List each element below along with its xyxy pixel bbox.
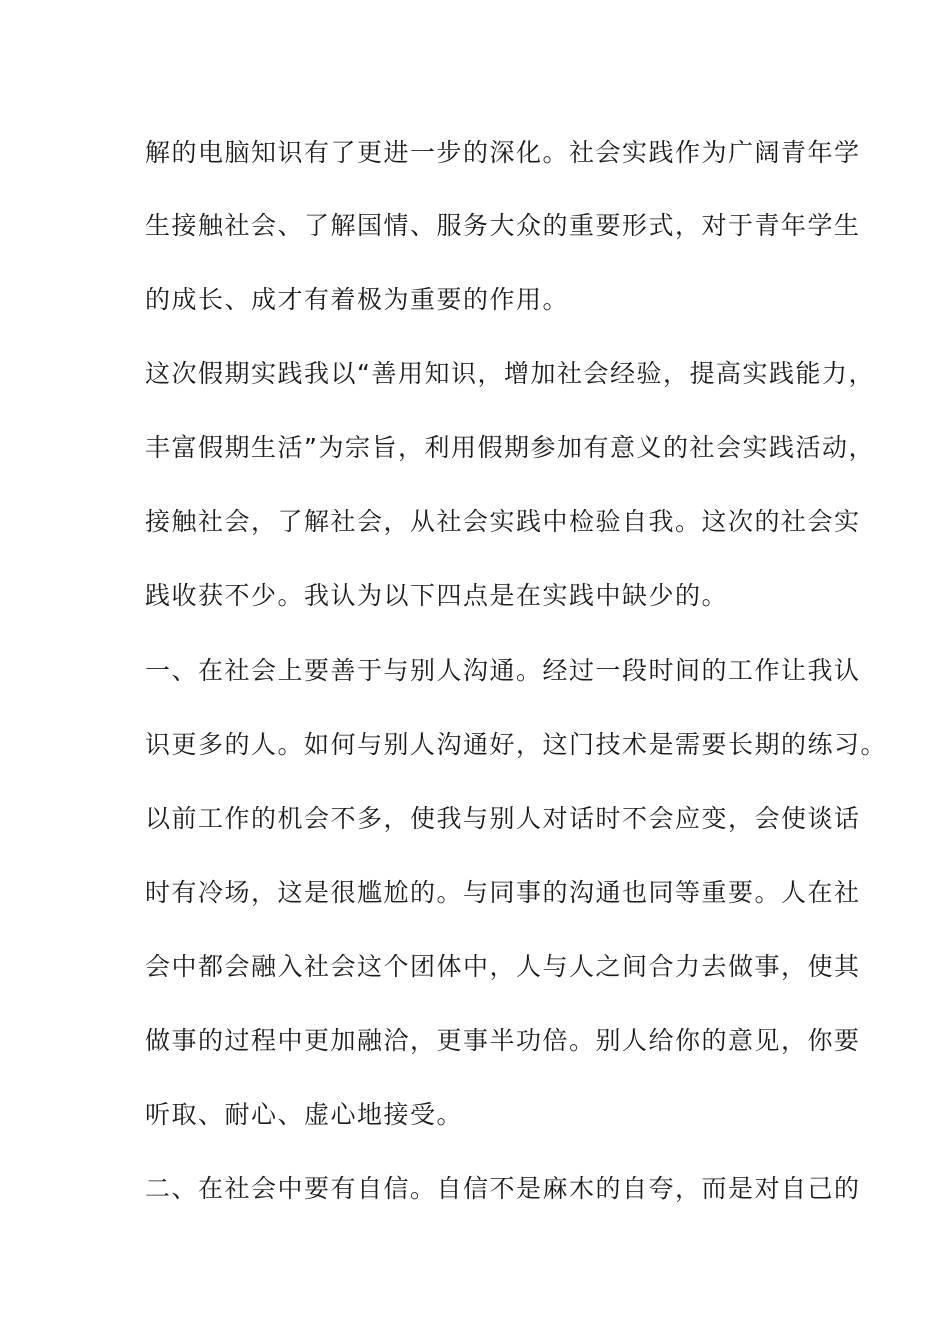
text-line: 的成长、成才有着极为重要的作用。	[145, 285, 570, 314]
text-line: 时有冷场，这是很尴尬的。与同事的沟通也同等重要。人在社	[145, 878, 861, 907]
text-line: 生接触社会、了解国情、服务大众的重要形式，对于青年学生	[145, 211, 861, 240]
text-line: 二、在社会中要有自信。自信不是麻木的自夸，而是对自己的	[145, 1174, 861, 1203]
text-line: 践收获不少。我认为以下四点是在实践中缺少的。	[145, 581, 729, 610]
text-line: 解的电脑知识有了更进一步的深化。社会实践作为广阔青年学	[145, 138, 861, 167]
text-line: 做事的过程中更加融洽，更事半功倍。别人给你的意见，你要	[145, 1026, 861, 1055]
text-line: 听取、耐心、虚心地接受。	[145, 1100, 464, 1129]
text-line: 以前工作的机会不多，使我与别人对话时不会应变，会使谈话	[145, 804, 861, 833]
text-line: 丰富假期生活”为宗旨，利用假期参加有意义的社会实践活动，	[145, 433, 875, 462]
text-line: 会中都会融入社会这个团体中，人与人之间合力去做事，使其	[145, 952, 861, 981]
text-line: 一、在社会上要善于与别人沟通。经过一段时间的工作让我认	[145, 656, 861, 685]
text-line: 这次假期实践我以“善用知识，增加社会经验，提高实践能力，	[145, 359, 875, 388]
text-line: 识更多的人。如何与别人沟通好，这门技术是需要长期的练习。	[145, 730, 888, 759]
text-line: 接触社会，了解社会，从社会实践中检验自我。这次的社会实	[145, 507, 861, 536]
